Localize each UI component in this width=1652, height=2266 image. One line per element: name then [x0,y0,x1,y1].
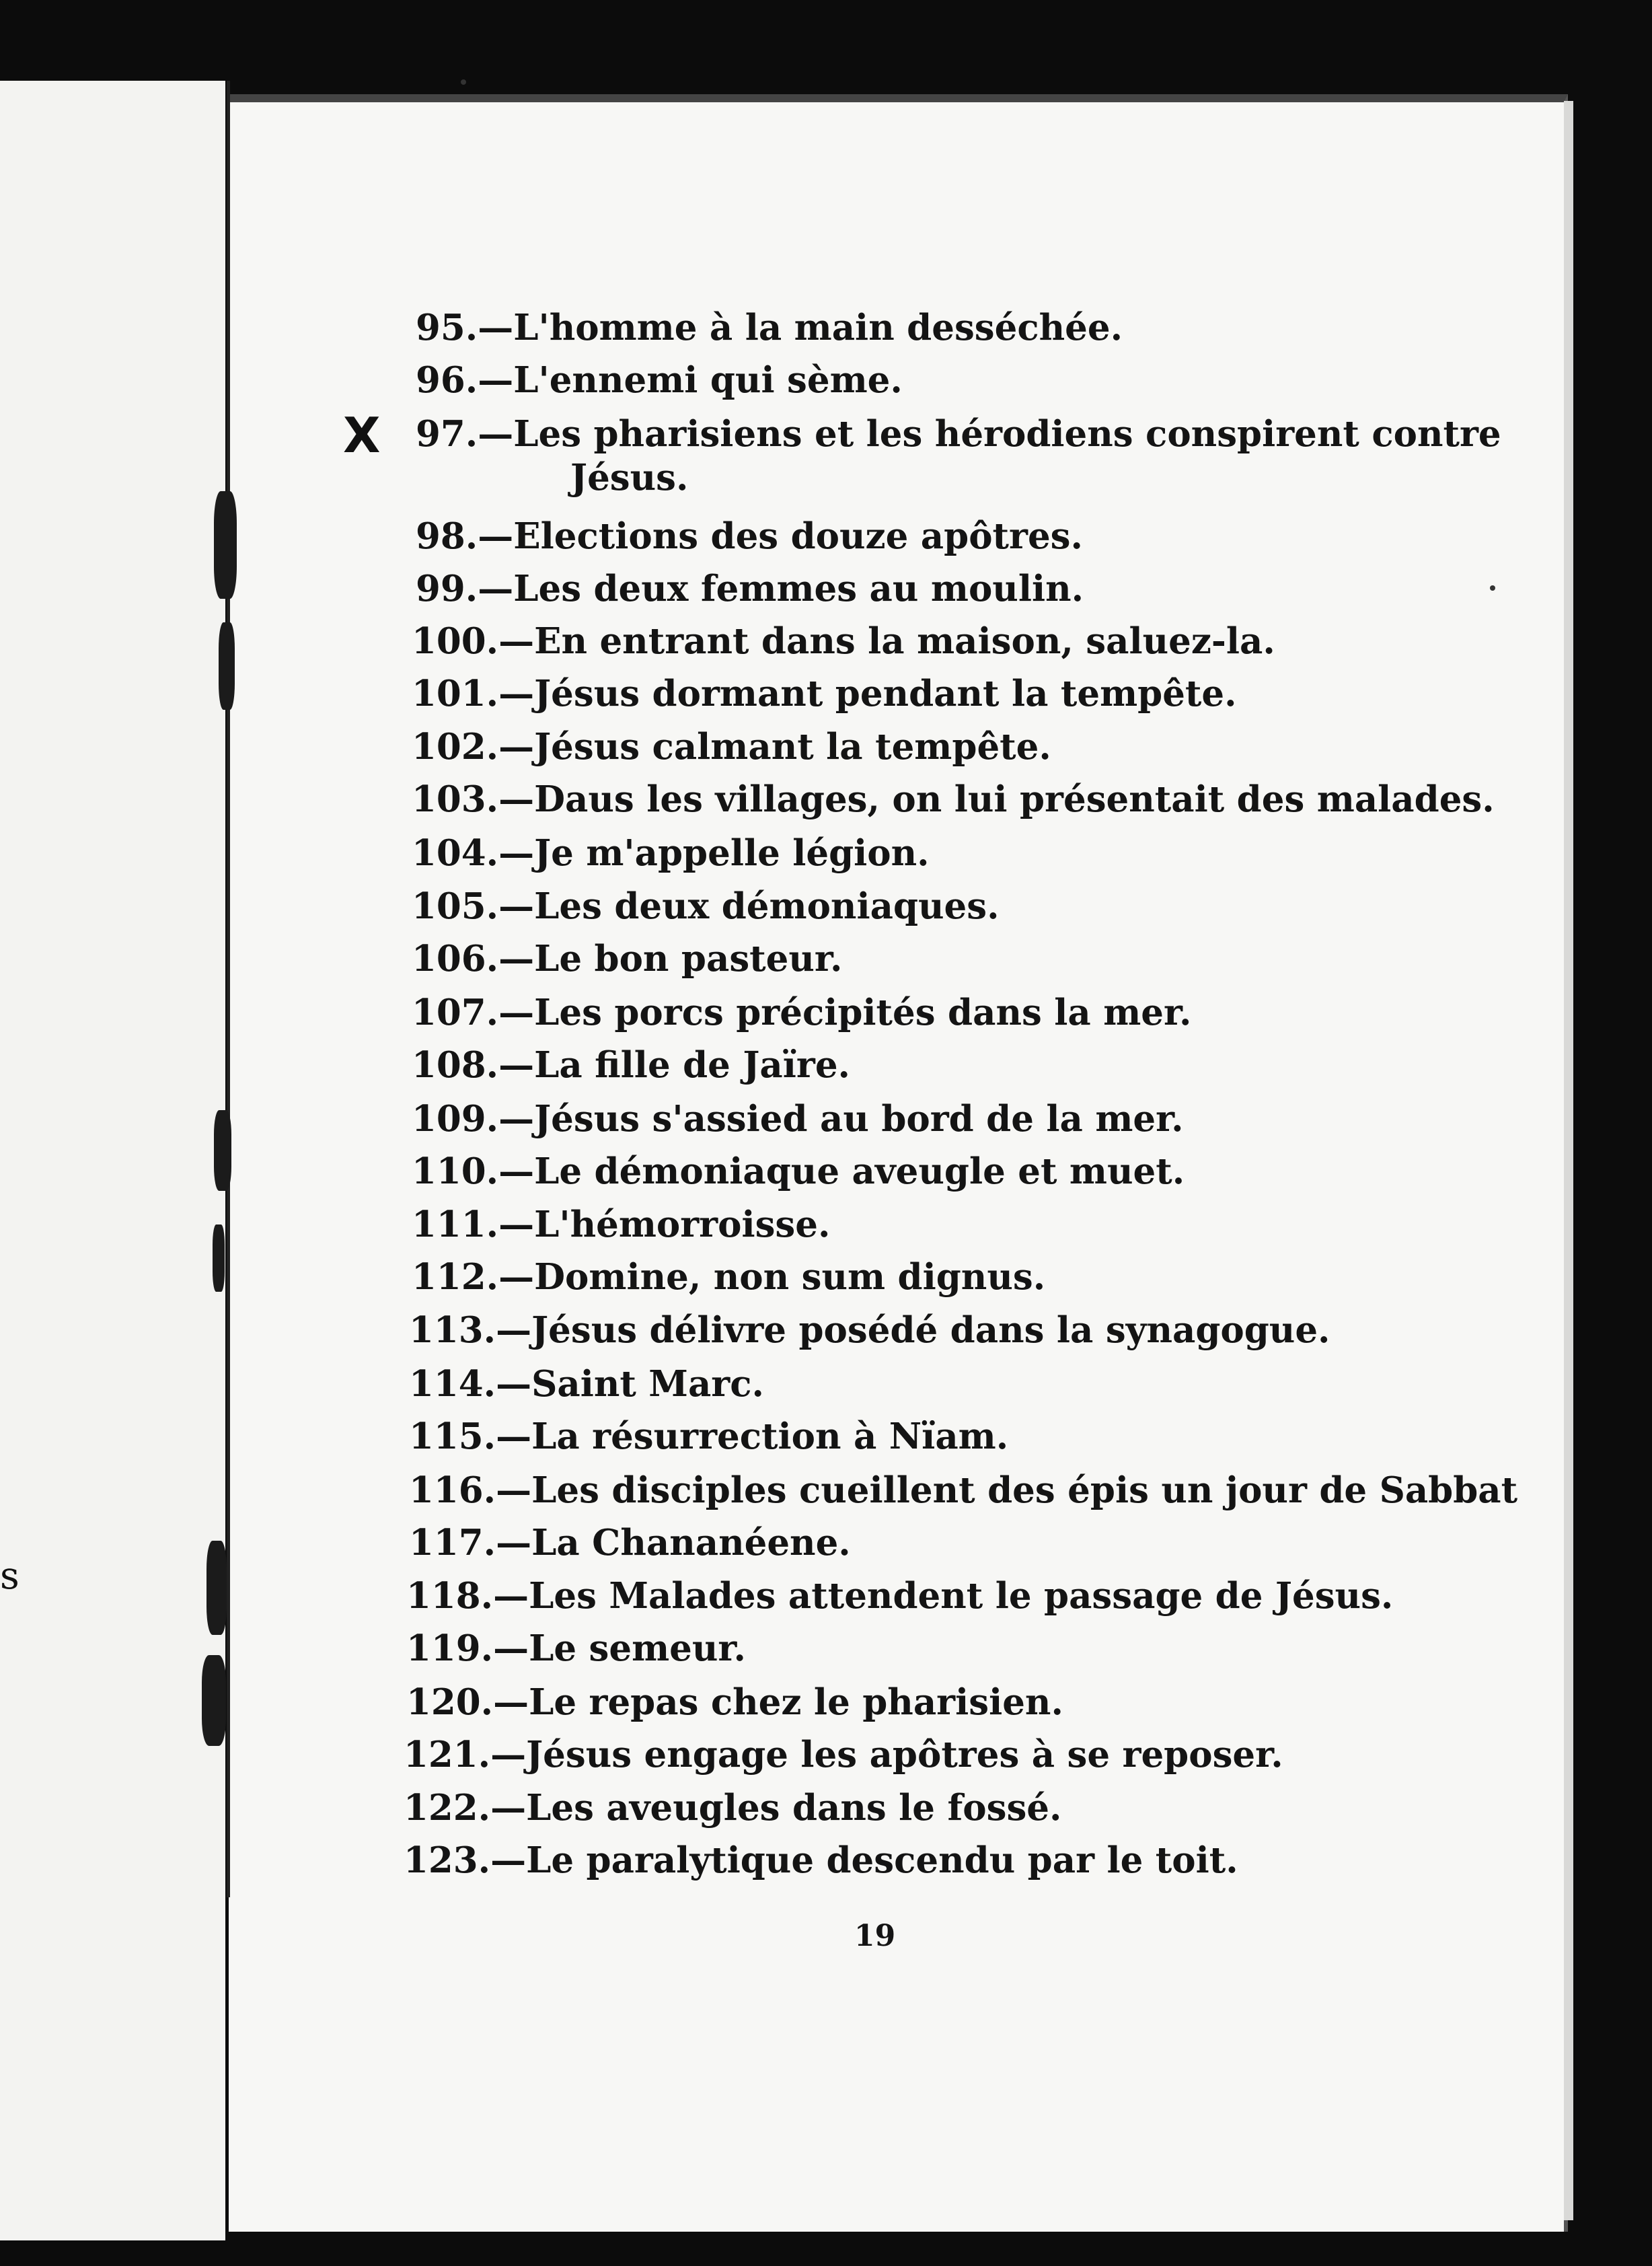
list-item: 97.—Les pharisiens et les hérodiens conspirent contre [416,413,1501,455]
list-item: 113.—Jésus délivre posédé dans la synagogue. [409,1309,1330,1351]
page-edge-shadow [1564,101,1573,2220]
list-item: 123.—Le paralytique descendu par le toit. [404,1839,1238,1881]
list-item: 99.—Les deux femmes au moulin. [416,568,1084,610]
list-item: 103.—Daus les villages, on lui présentait des malades. [412,778,1495,820]
list-item: 120.—Le repas chez le pharisien. [406,1681,1063,1723]
handwritten-x-mark: X [343,407,381,464]
list-item: 104.—Je m'appelle légion. [412,832,930,874]
list-item: 116.—Les disciples cueillent des épis un jour de Sabbat [409,1469,1518,1511]
list-item: 118.—Les Malades attendent le passage de Jésus. [406,1575,1394,1617]
list-item: 110.—Le démoniaque aveugle et muet. [412,1150,1185,1192]
list-item: 114.—Saint Marc. [409,1363,764,1405]
list-item: 117.—La Chananéene. [409,1522,851,1564]
list-item: 105.—Les deux démoniaques. [412,885,1000,927]
list-item: 122.—Les aveugles dans le fossé. [404,1787,1062,1829]
left-page-edge [0,81,225,2240]
left-page-text-fragment: s [0,1554,20,1598]
binding-stitch [214,1110,231,1191]
page-number: 19 [854,1919,896,1953]
list-item: 102.—Jésus calmant la tempête. [412,726,1051,768]
list-item: 112.—Domine, non sum dignus. [412,1256,1046,1298]
list-item: 98.—Elections des douze apôtres. [416,515,1083,557]
list-item: 100.—En entrant dans la maison, saluez-la. [412,620,1275,662]
binding-stitch [219,622,235,710]
list-item: 107.—Les porcs précipités dans la mer. [412,992,1192,1033]
list-item-continuation: Jésus. [570,457,689,499]
speck [1490,585,1495,591]
list-item: 106.—Le bon pasteur. [412,938,843,980]
list-item: 119.—Le semeur. [406,1628,746,1669]
binding-stitch [213,1225,225,1292]
list-item: 115.—La résurrection à Nïam. [409,1416,1009,1457]
binding-line [227,81,230,1897]
list-item: 101.—Jésus dormant pendant la tempête. [412,673,1237,715]
binding-stitch [202,1655,226,1746]
list-item: 96.—L'ennemi qui sème. [416,359,903,401]
list-item: 95.—L'homme à la main desséchée. [416,307,1123,349]
binding-stitch [206,1541,227,1635]
list-item: 108.—La fille de Jaïre. [412,1044,850,1086]
binding-stitch [214,491,237,599]
list-item: 111.—L'hémorroisse. [412,1204,831,1245]
list-item: 109.—Jésus s'assied au bord de la mer. [412,1098,1184,1140]
speck [461,79,466,85]
list-item: 121.—Jésus engage les apôtres à se reposer. [404,1734,1283,1776]
